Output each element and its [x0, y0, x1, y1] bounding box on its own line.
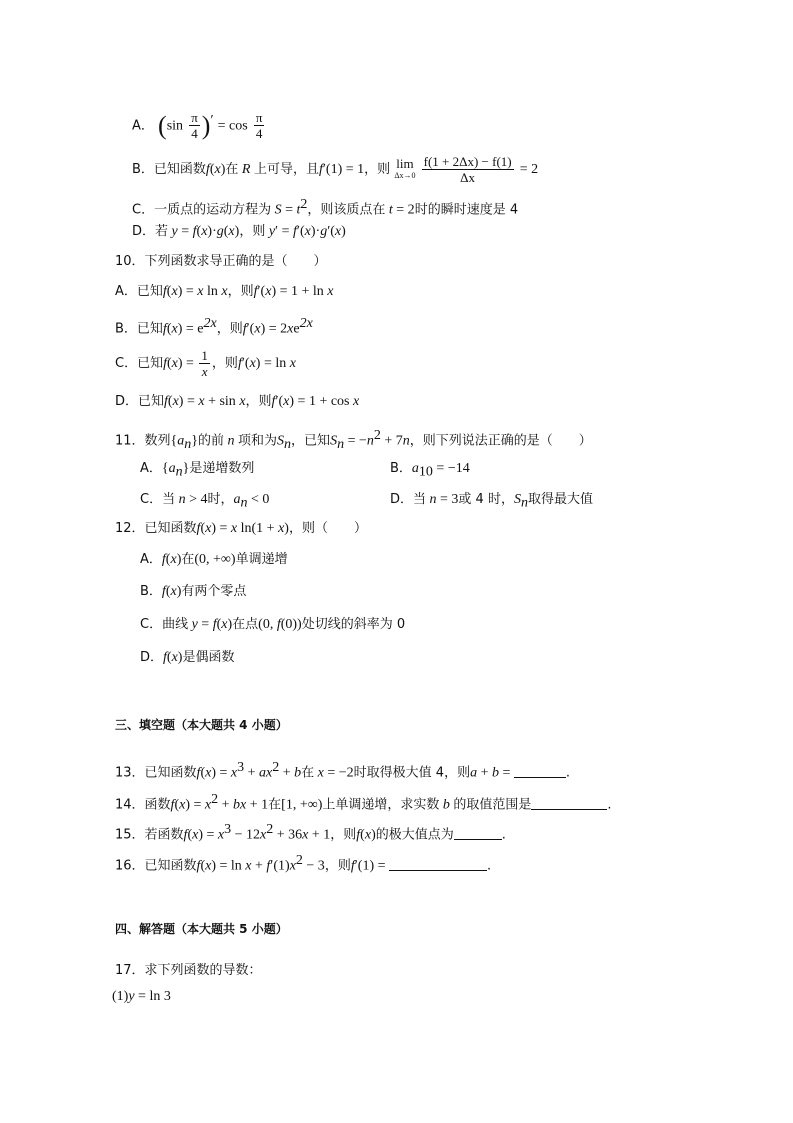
q14: 14．函数$f(x) = x^2$ + bx + 1在[1, +∞)上单调递增，求实数 b 的取值范围是 . — [115, 792, 612, 813]
option-label: B．已知 — [115, 321, 163, 337]
text: ，则下列说法正确的是（ ） — [409, 433, 592, 449]
fraction — [254, 110, 265, 141]
q12-stem: 12．已知函数f(x) = x ln(1 + x)，则（ ） — [115, 521, 367, 536]
q10-option-a: A．已知f(x) = x ln x，则f′(x) = 1 + ln x — [115, 284, 334, 299]
text: ，则 — [330, 827, 357, 843]
text: 12．已知函数 — [115, 521, 197, 536]
text: 15．若函数 — [115, 827, 184, 843]
text: 13．已知函数 — [115, 765, 197, 781]
option-label: A． — [132, 118, 154, 134]
text: 上可导，且 — [253, 162, 319, 177]
q17-part1: (1)y = ln 3 — [112, 989, 171, 1004]
option-label: A． — [140, 552, 162, 567]
sin-fn: sin — [166, 118, 184, 134]
q13: 13．已知函数$f(x) = x^3 + ax^2 + b$在 x = −2时取得极大值 4，则a + b = . — [115, 760, 571, 781]
denominator: 4 — [191, 126, 198, 142]
q12-option-b: B．f(x)有两个零点 — [140, 584, 247, 599]
answer-blank[interactable] — [454, 825, 502, 840]
option-label: A．已知 — [115, 284, 163, 299]
text: 16．已知函数 — [115, 858, 197, 874]
q16: 16．已知函数$f(x) = \ln x + f'(1)x^2 - 3$，则f′(1) = . — [115, 853, 492, 874]
option-label: A． — [140, 461, 162, 476]
numerator: π — [191, 110, 198, 126]
lim-sub: Δx→0 — [394, 170, 416, 180]
equation-rhs: = cos — [217, 118, 248, 134]
q11-option-d: D．当 n = 3或 4 时，$S_n$取得最大值 — [390, 492, 593, 511]
text: . — [501, 827, 506, 843]
denominator: 4 — [255, 126, 263, 142]
q9-option-d: D．若 y = f(x)·g(x)，则 y′ = f′(x)·g′(x) — [132, 224, 346, 239]
option-label: C．已知 — [115, 356, 164, 371]
text: ，已知 — [291, 433, 331, 449]
limit — [394, 155, 416, 182]
text: 的极大值点为 — [375, 827, 454, 843]
q9-option-c: C．一质点的运动方程为 $S = t^2$，则该质点在 t = 2时的瞬时速度是 4 — [132, 197, 519, 218]
part-label: (1) — [112, 989, 129, 1004]
text: C．一质点的运动方程为 — [132, 202, 272, 218]
option-label: B． — [140, 584, 162, 599]
text: 14．函数 — [115, 797, 171, 813]
text: ，则 — [216, 321, 243, 337]
text: 单调递增 — [235, 552, 288, 567]
text: 取得最大值 — [527, 492, 593, 507]
text: 处切线的斜率为 0 — [301, 617, 406, 632]
equation-rhs: = 2 — [519, 162, 539, 177]
text: 在 — [181, 552, 195, 567]
q11-stem: 11．数列$\{a_n\}$的前 n 项和为$S_n$，已知$S_n = -n^2 + 7n$，则下列说法正确的是（ ） — [115, 428, 592, 452]
text: 上单调递增，求实数 — [322, 797, 440, 813]
q17-stem: 17．求下列函数的导数： — [115, 963, 262, 978]
fraction: $\frac{1}{x}$ — [201, 348, 208, 379]
numerator: π — [255, 110, 263, 126]
text: 项和为 — [238, 433, 278, 449]
q10-stem: 10．下列函数求导正确的是（ ） — [115, 254, 327, 269]
text: 时， — [207, 492, 234, 507]
option-label: C．曲线 — [140, 617, 189, 632]
option-label: C．当 — [140, 492, 176, 507]
option-label: D． — [140, 650, 164, 665]
text: 是偶函数 — [182, 650, 235, 665]
text: ，则 — [239, 224, 266, 239]
q15: 15．若函数$f(x) = x^3 - 12x^2 + 36x + 1$，则f(x)的极大值点为 . — [115, 822, 506, 843]
q9-option-b: B．已知函数f(x)在 R 上可导，且f′(1) = 1，则 lim Δx→0 $\frac{f(1 + 2\Delta x) - f(1)}{\Delta x}$ = 2 — [132, 154, 539, 185]
fraction — [189, 110, 200, 141]
q11-option-c: C．当 n > 4时，$a_n < 0$ — [140, 492, 270, 511]
text: 在 — [301, 765, 315, 781]
option-label: B． — [390, 461, 412, 476]
text: 的前 — [198, 433, 225, 449]
math-expr: f — [205, 162, 210, 177]
text: D．若 — [132, 224, 169, 239]
answer-blank[interactable] — [514, 763, 566, 778]
text: ，则（ ） — [288, 521, 367, 536]
text: ，则 — [227, 284, 254, 299]
text: ，则 — [364, 162, 391, 177]
q12-option-c: C．曲线 y = f(x)在点(0, f(0))处切线的斜率为 0 — [140, 617, 406, 632]
q12-option-a: A．f(x)在(0, +∞)单调递增 — [140, 552, 288, 567]
text: 或 4 时， — [458, 492, 514, 507]
text: 11．数列 — [115, 433, 171, 449]
text: 时的瞬时速度是 4 — [414, 202, 519, 218]
answer-blank[interactable] — [531, 795, 607, 810]
section-title: 三、填空题（本大题共 4 小题） — [115, 718, 288, 732]
q11-option-b: B．$a_{10} = -14$ — [390, 461, 470, 480]
text: 在 — [268, 797, 282, 813]
lim-word: lim — [396, 155, 414, 171]
paren-open: ( — [158, 110, 167, 140]
text: . — [487, 858, 492, 874]
text: 是递增数列 — [189, 461, 255, 476]
text: 在 — [225, 162, 239, 177]
fraction — [422, 154, 514, 185]
text: . — [565, 765, 571, 781]
option-label: D．当 — [390, 492, 427, 507]
text: 的取值范围是 — [453, 797, 532, 813]
q10-option-b: B．已知$f(x) = e^{2x}$，则$f'(x) = 2xe^{2x}$ — [115, 316, 313, 337]
q10-option-d: D．已知f(x) = x + sin x，则f′(x) = 1 + cos x — [115, 394, 360, 409]
answer-blank[interactable] — [389, 856, 487, 871]
text: ，则 — [324, 858, 351, 874]
text: 有两个零点 — [181, 584, 247, 599]
section-title: 四、解答题（本大题共 5 小题） — [115, 922, 288, 936]
q9-option-a: A． (sin $\frac{\pi}{4}$ )′ = cos $\frac{\pi}{4}$ — [132, 110, 263, 142]
q10-option-c: C．已知f(x) = $\frac{1}{x}$ ，则f′(x) = ln x — [115, 348, 296, 379]
text: ，则 — [211, 356, 238, 371]
q11-option-a: A．$\{a_n\}$是递增数列 — [140, 461, 255, 480]
option-label: D．已知 — [115, 394, 165, 409]
denominator: Δx — [460, 170, 476, 185]
text: ，则 — [245, 394, 272, 409]
q12-option-d: D．f(x)是偶函数 — [140, 650, 235, 665]
text: ，则该质点在 — [307, 202, 386, 218]
paren-close: ) — [201, 110, 211, 140]
numerator: f(1 + 2Δx) − f(1) — [423, 154, 512, 169]
text: 时取得极大值 4，则 — [353, 765, 471, 781]
text: 在点 — [232, 617, 259, 632]
option-label: B．已知函数 — [132, 162, 206, 177]
text: . — [607, 797, 612, 813]
